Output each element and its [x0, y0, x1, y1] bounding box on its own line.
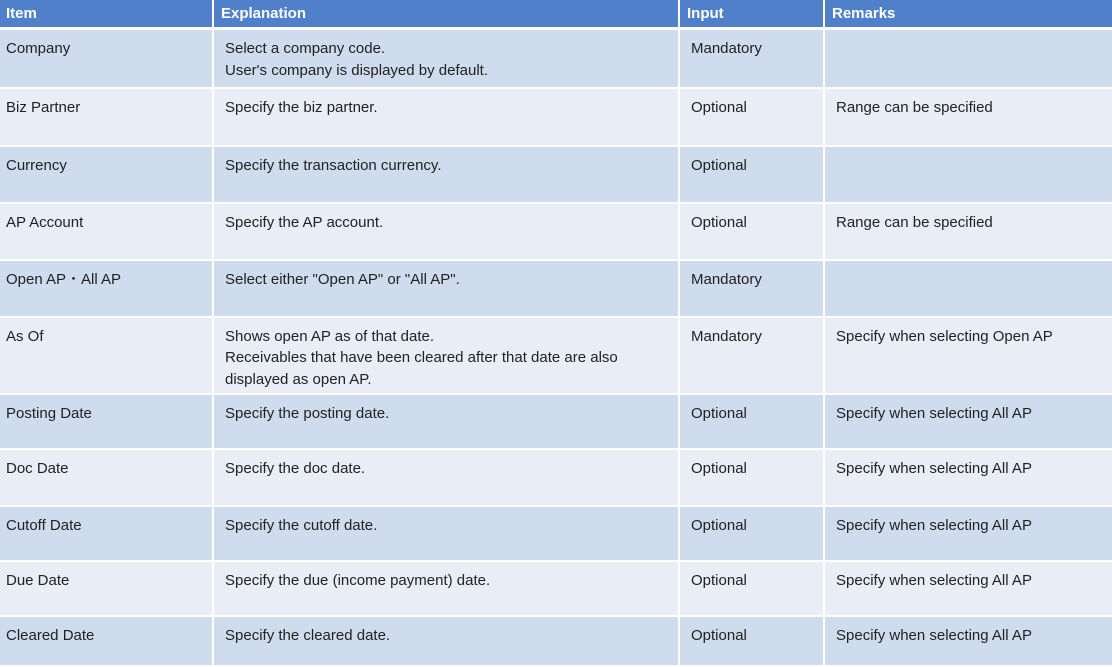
- input-cell: Optional: [679, 394, 824, 449]
- input-cell: Optional: [679, 506, 824, 561]
- item-cell: Cutoff Date: [0, 506, 213, 561]
- explanation-cell: [213, 88, 679, 146]
- column-header-item: Item: [0, 0, 213, 29]
- table-row: [0, 203, 1112, 260]
- remarks-cell: [824, 260, 1112, 317]
- explanation-cell: [213, 616, 679, 666]
- explanation-cell: [213, 146, 679, 203]
- table-row: [0, 29, 1112, 88]
- column-header-input: Input: [679, 0, 824, 29]
- input-cell: Optional: [679, 616, 824, 666]
- explanation-line: Specify the transaction currency.: [225, 156, 442, 174]
- item-cell: Currency: [0, 146, 213, 203]
- explanation-cell: [213, 394, 679, 449]
- item-cell: Doc Date: [0, 449, 213, 506]
- input-cell: Optional: [679, 561, 824, 616]
- table-row: [0, 561, 1112, 616]
- remarks-cell: Range can be specified: [824, 88, 1112, 146]
- explanation-line: Select a company code.: [225, 40, 386, 57]
- remarks-cell: Specify when selecting All AP: [824, 449, 1112, 506]
- explanation-cell: [213, 561, 679, 616]
- item-cell: Posting Date: [0, 394, 213, 449]
- explanation-cell: [213, 317, 679, 394]
- explanation-line: Shows open AP as of that date.: [225, 327, 435, 345]
- input-cell: Optional: [679, 449, 824, 506]
- table-row: [0, 317, 1112, 394]
- remarks-cell: Specify when selecting All AP: [824, 616, 1112, 666]
- explanation-line: Select either "Open AP" or "All AP".: [225, 270, 460, 288]
- explanation-line: displayed as open AP.: [225, 370, 372, 388]
- explanation-line: Specify the AP account.: [225, 213, 384, 231]
- column-header-explanation: Explanation: [213, 0, 679, 29]
- input-cell: Mandatory: [679, 260, 824, 317]
- explanation-line: Specify the doc date.: [225, 459, 366, 477]
- remarks-cell: Range can be specified: [824, 203, 1112, 260]
- item-cell: Open AP・All AP: [0, 260, 213, 317]
- explanation-line: Specify the posting date.: [225, 404, 390, 422]
- item-cell: Biz Partner: [0, 88, 213, 146]
- explanation-cell: [213, 29, 679, 88]
- table-row: [0, 394, 1112, 449]
- table-row: [0, 146, 1112, 203]
- table-row: [0, 88, 1112, 146]
- remarks-cell: Specify when selecting All AP: [824, 394, 1112, 449]
- explanation-line: Specify the biz partner.: [225, 98, 378, 116]
- input-cell: Mandatory: [679, 29, 824, 88]
- explanation-line: Receivables that have been cleared after that date are also: [225, 349, 618, 366]
- input-cell: Optional: [679, 88, 824, 146]
- item-cell: Cleared Date: [0, 616, 213, 666]
- explanation-line: User's company is displayed by default.: [225, 61, 488, 79]
- explanation-line: Specify the cleared date.: [225, 626, 391, 644]
- table-row: [0, 506, 1112, 561]
- table-row: [0, 616, 1112, 666]
- column-header-remarks: Remarks: [824, 0, 1112, 29]
- explanation-line: Specify the due (income payment) date.: [225, 571, 491, 589]
- explanation-cell: [213, 449, 679, 506]
- explanation-cell: [213, 203, 679, 260]
- remarks-cell: Specify when selecting All AP: [824, 561, 1112, 616]
- item-cell: As Of: [0, 317, 213, 394]
- input-cell: Optional: [679, 146, 824, 203]
- item-cell: Due Date: [0, 561, 213, 616]
- explanation-cell: [213, 506, 679, 561]
- input-cell: Optional: [679, 203, 824, 260]
- explanation-cell: [213, 260, 679, 317]
- remarks-cell: [824, 146, 1112, 203]
- remarks-cell: Specify when selecting Open AP: [824, 317, 1112, 394]
- table-row: [0, 449, 1112, 506]
- remarks-cell: Specify when selecting All AP: [824, 506, 1112, 561]
- explanation-line: Specify the cutoff date.: [225, 516, 378, 534]
- input-cell: Mandatory: [679, 317, 824, 394]
- table-header-row: [0, 0, 1112, 29]
- item-cell: Company: [0, 29, 213, 88]
- table-row: [0, 260, 1112, 317]
- item-cell: AP Account: [0, 203, 213, 260]
- remarks-cell: [824, 29, 1112, 88]
